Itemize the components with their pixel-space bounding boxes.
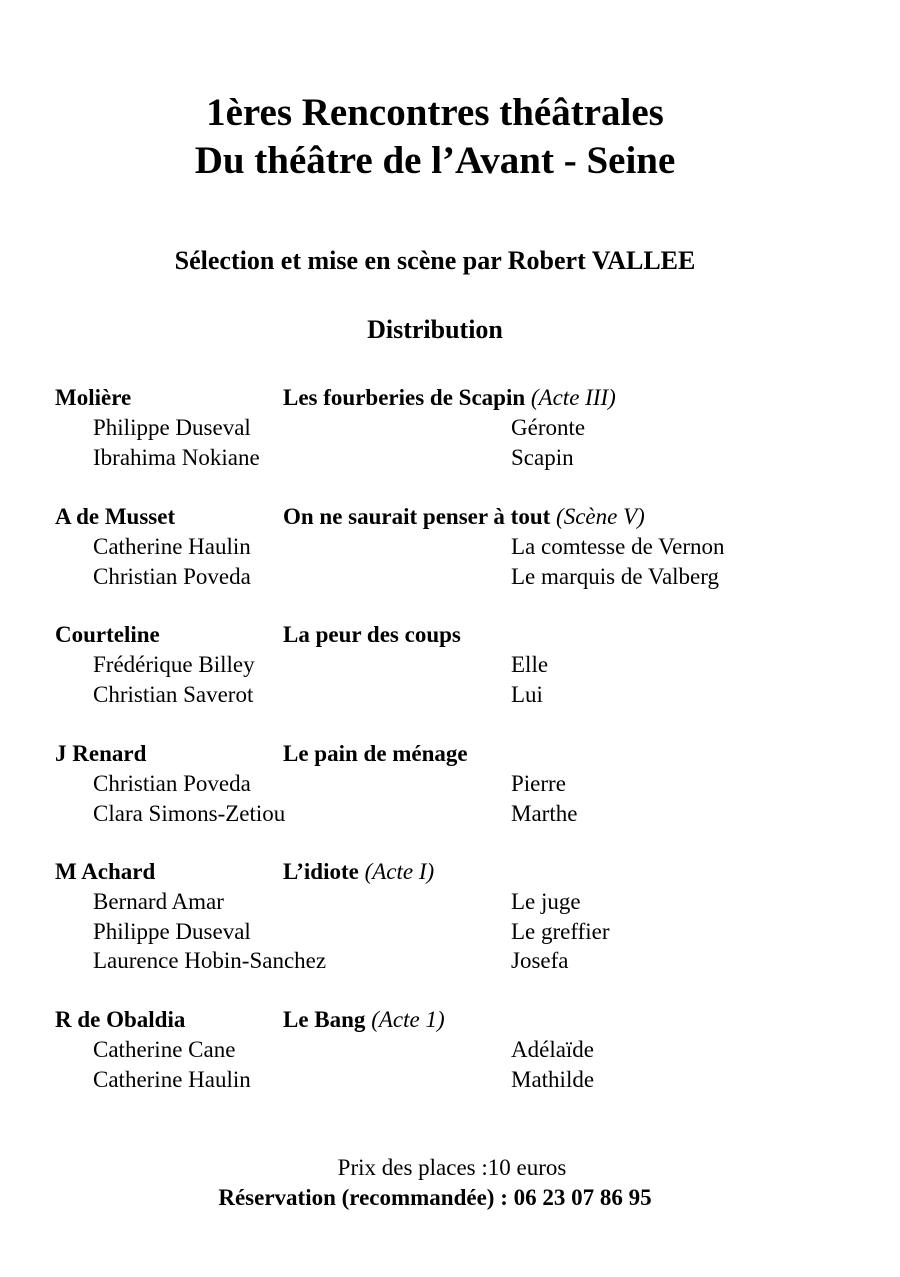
cast-row <box>0 1035 900 1065</box>
play-block <box>0 857 900 976</box>
play-part: (Acte 1) <box>371 1007 445 1032</box>
play-author: M Achard <box>55 859 156 884</box>
actor-name: Philippe Duseval <box>93 415 251 440</box>
play-header <box>0 857 900 887</box>
play-name: L’idiote <box>283 859 359 884</box>
play-title <box>283 857 434 887</box>
role-name: Marthe <box>511 800 578 826</box>
cast-row <box>0 562 900 592</box>
role-name: Géronte <box>511 415 586 440</box>
ticket-price: Prix des places :10 euros <box>337 1155 567 1180</box>
play-name: On ne saurait penser à tout <box>283 504 551 529</box>
actor-name: Clara Simons-Zetiou <box>93 800 286 826</box>
role-name: Scapin <box>511 444 574 470</box>
actor-name: Catherine Haulin <box>93 534 251 559</box>
play-title <box>283 739 468 769</box>
play-header <box>0 1005 900 1035</box>
cast-row <box>0 1065 900 1095</box>
actor-name: Bernard Amar <box>93 889 224 914</box>
actor-name: Christian Saverot <box>93 681 254 707</box>
actor-name: Christian Poveda <box>93 563 251 589</box>
play-name: Le pain de ménage <box>283 741 468 766</box>
play-author: Molière <box>55 385 132 410</box>
cast-row <box>0 917 900 947</box>
actor-name: Christian Poveda <box>93 771 251 796</box>
play-name: Le Bang <box>283 1007 366 1032</box>
direction-credit: Sélection et mise en scène par Robert VALLEE <box>174 246 696 275</box>
play-name: La peur des coups <box>283 622 461 647</box>
play-title <box>283 383 616 413</box>
cast-row <box>0 887 900 917</box>
play-name: Les fourberies de Scapin <box>283 385 526 410</box>
actor-name: Laurence Hobin-Sanchez <box>93 948 327 973</box>
reservation-phone: Réservation (recommandée) : 06 23 07 86 95 <box>218 1185 652 1210</box>
play-author: A de Musset <box>55 504 176 529</box>
play-header <box>0 383 900 413</box>
play-author: J Renard <box>55 741 147 766</box>
play-header <box>0 620 900 650</box>
cast-row <box>0 532 900 562</box>
role-name: Josefa <box>511 948 569 973</box>
cast-row <box>0 680 900 710</box>
actor-name: Ibrahima Nokiane <box>93 444 260 470</box>
actor-name: Catherine Cane <box>93 1037 236 1062</box>
play-block <box>0 739 900 828</box>
cast-row <box>0 769 900 799</box>
actor-name: Catherine Haulin <box>93 1066 251 1092</box>
page-title-line-2: Du théâtre de l’Avant - Seine <box>194 139 676 182</box>
play-author: Courteline <box>55 622 160 647</box>
cast-row <box>0 946 900 976</box>
page-title-line-1: 1ères Rencontres théâtrales <box>206 91 664 134</box>
play-part: (Acte III) <box>530 385 616 410</box>
role-name: Elle <box>511 652 549 677</box>
distribution-heading: Distribution <box>367 315 503 344</box>
play-block <box>0 502 900 591</box>
play-block <box>0 620 900 709</box>
cast-row <box>0 650 900 680</box>
play-title <box>283 620 461 650</box>
play-title <box>283 1005 445 1035</box>
role-name: La comtesse de Vernon <box>511 534 725 559</box>
play-header <box>0 739 900 769</box>
play-part: (Scène V) <box>556 504 645 529</box>
role-name: Le juge <box>511 889 581 914</box>
play-author: R de Obaldia <box>55 1007 186 1032</box>
role-name: Le marquis de Valberg <box>511 563 720 589</box>
role-name: Adélaïde <box>511 1037 595 1062</box>
role-name: Lui <box>511 681 543 707</box>
play-part: (Acte I) <box>364 859 435 884</box>
cast-row <box>0 413 900 443</box>
role-name: Pierre <box>511 771 566 796</box>
cast-row <box>0 799 900 829</box>
play-title <box>283 502 645 532</box>
actor-name: Frédérique Billey <box>93 652 255 677</box>
role-name: Mathilde <box>511 1066 595 1092</box>
play-block <box>0 1005 900 1094</box>
play-block <box>0 383 900 472</box>
cast-row <box>0 443 900 473</box>
play-header <box>0 502 900 532</box>
actor-name: Philippe Duseval <box>93 918 251 944</box>
role-name: Le greffier <box>511 918 610 944</box>
